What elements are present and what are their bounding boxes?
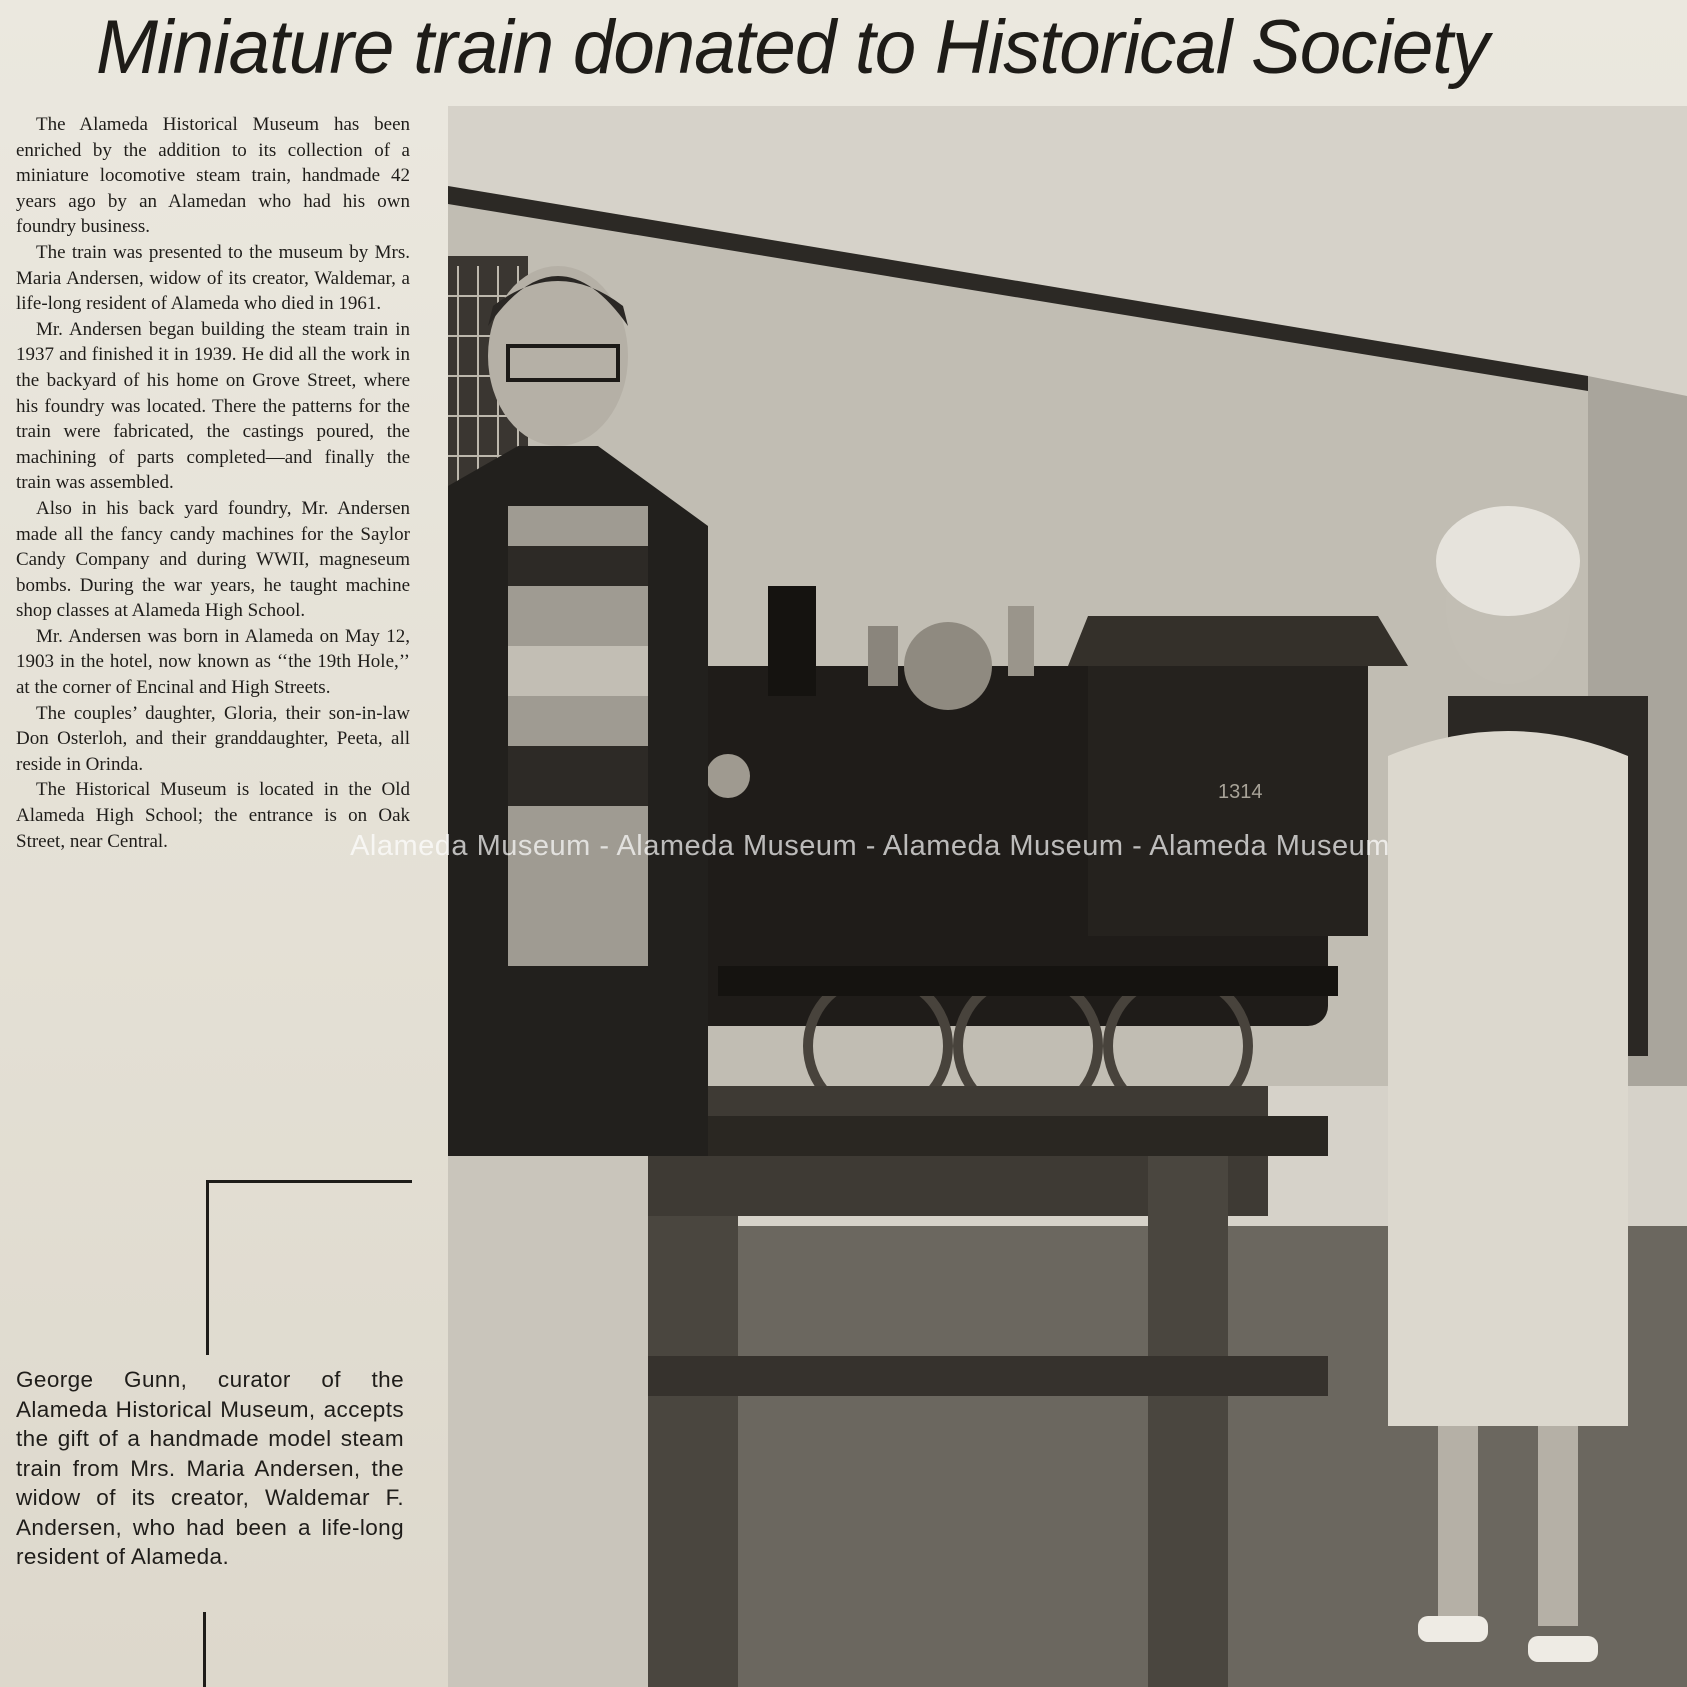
- article-paragraph: The Historical Museum is located in the Old Alameda High School; the entrance is on Oak Street, near Central.: [16, 779, 410, 852]
- locomotive-number: 1314: [1218, 781, 1263, 803]
- caption-rule-left: [206, 1180, 209, 1355]
- article-paragraph: The couples’ daughter, Gloria, their son-in-law Don Osterloh, and their granddaughter, Peeta, all reside in Orinda.: [16, 702, 410, 775]
- watermark: Alameda Museum - Alameda Museum - Alameda Museum - Alameda Museum: [350, 830, 1390, 862]
- photo-illustration: [448, 106, 1687, 1687]
- article-paragraph: The train was presented to the museum by Mrs. Maria Andersen, widow of its creator, Waldemar, a life-long resident of Alameda who died in 1961.: [16, 241, 410, 315]
- article-paragraph: Mr. Andersen began building the steam train in 1937 and finished it in 1939. He did all the work in the backyard of his home on Grove Street, where his foundry was located. There the patterns for the train were fabricated, the castings poured, the machining of parts completed—and finally the train was assembled.: [16, 318, 410, 494]
- article-paragraph: The Alameda Historical Museum has been enriched by the addition to its collection of a miniature locomotive steam train, handmade 42 years ago by an Alamedan who had his own foundry business.: [16, 114, 410, 238]
- article-paragraph: Mr. Andersen was born in Alameda on May 12, 1903 in the hotel, now known as ‘‘the 19th Hole,’’ at the corner of Encinal and High Streets.: [16, 625, 410, 699]
- photo-caption: George Gunn, curator of the Alameda Historical Museum, accepts the gift of a handmade model steam train from Mrs. Maria Andersen, the widow of its creator, Waldemar F. Andersen, who had been a life-long resident of Alameda.: [16, 1367, 404, 1569]
- article-body: [16, 112, 410, 854]
- caption-rule-top: [206, 1180, 412, 1183]
- article-paragraph: Also in his back yard foundry, Mr. Andersen made all the fancy candy machines for the Saylor Candy Company and during WWII, magneseum bombs. During the war years, he taught machine shop classes at Alameda High School.: [16, 497, 410, 622]
- news-photo: [448, 106, 1687, 1687]
- caption-rule-bottom: [203, 1612, 206, 1687]
- headline: Miniature train donated to Historical Society: [96, 5, 1489, 90]
